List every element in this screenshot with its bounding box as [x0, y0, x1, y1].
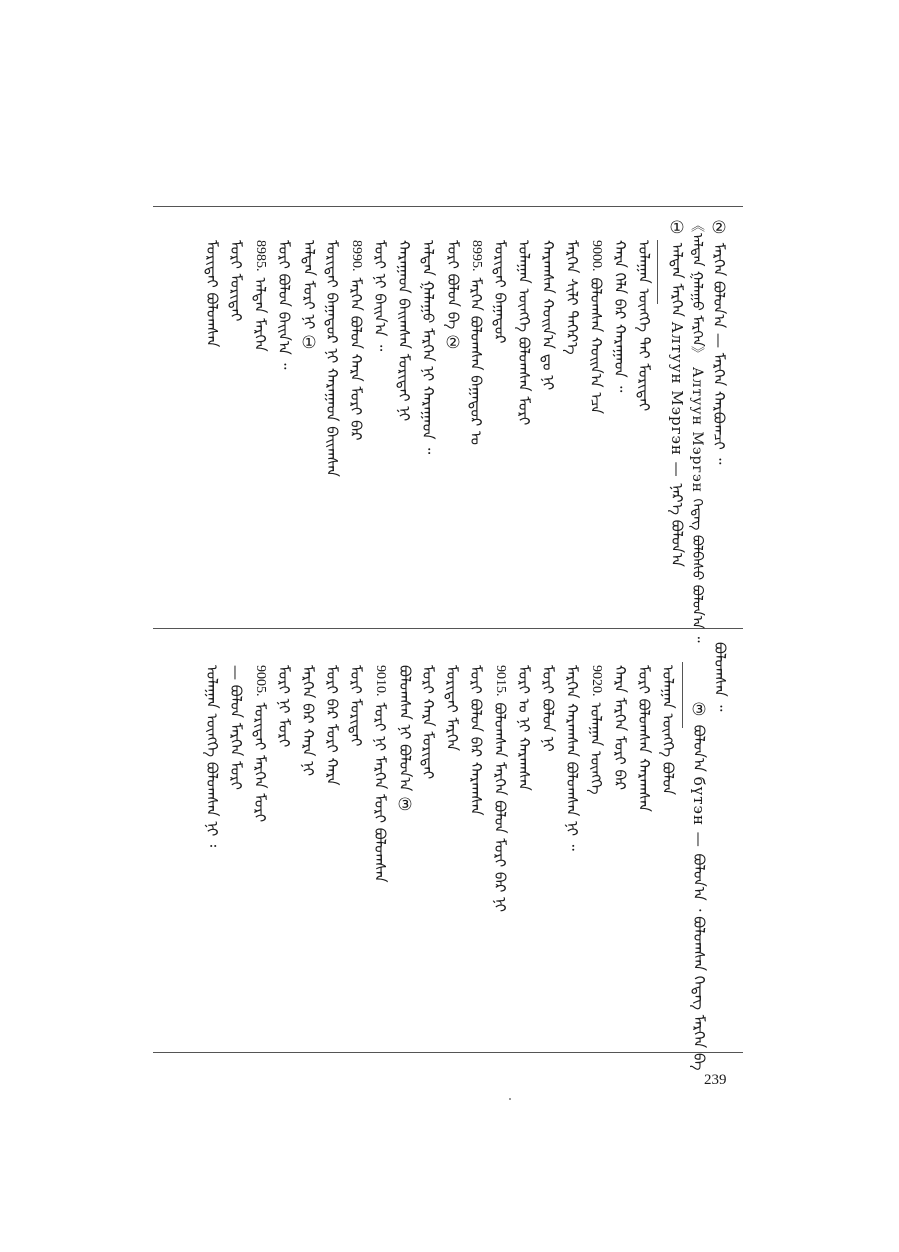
verse-text: — ᠪᠣᠯᠤᠨ ᠮᠡᠷᠭᠡᠨ ᠮᠣᠷᠢ	[227, 665, 245, 790]
verse-line	[228, 240, 243, 321]
verse-text: ᠮᠣᠷᠢᠲᠠᠢ ᠪᠣᠯᠤᠭᠰᠠᠨ	[203, 240, 221, 348]
verse-text: ᠮᠣᠷᠢᠲᠠᠢ ᠪᠠᠭᠠᠲᠤᠷ ᠨᠢ ᠬᠠᠷᠠᠭᠠᠳ ᠪᠠᠢᠭᠰᠠᠨ	[323, 240, 341, 477]
verse-text: ᠮᠡᠷᠭᠡᠨ ᠰᠢᠯᠢ ᠳᠡᠭᠡᠷ᠎ᠡ	[563, 240, 581, 355]
verse-text: ᠠᠯᠲᠠᠨ ᠮᠣᠷᠢ ᠨᠢ	[300, 240, 318, 330]
verse-text: ᠮᠣᠷᠢᠲᠠᠢ ᠪᠠᠭᠠᠲᠤᠷ	[491, 240, 509, 344]
header-text: ᠪᠣᠯᠤᠭᠰᠠᠨ ᠃	[711, 642, 729, 712]
verse-line	[396, 240, 411, 421]
verse-line	[300, 665, 315, 776]
verse-text: ᠮᠡᠷᠭᠡᠨ ᠪᠣᠯᠤᠭᠰᠠᠨ ᠪᠠᠭᠠᠲᠤᠷ ᠤ	[467, 277, 485, 446]
verse-line	[204, 665, 219, 847]
verse-line	[660, 665, 675, 795]
verse-text: ᠠᠯᠲᠠᠨ ᠮᠡᠷᠭᠡᠨ	[251, 277, 269, 352]
verse-text: ᠬᠠᠷᠠᠭᠠᠳ ᠪᠠᠢᠭᠰᠠᠨ ᠮᠣᠷᠢᠲᠠᠢ ᠨᠢ	[395, 240, 413, 422]
middle-rule	[153, 628, 743, 629]
line-number: 9005.	[253, 665, 268, 697]
line-number: 9015.	[493, 665, 508, 697]
verse-text: ᠮᠣᠷᠢ ᠪᠣᠯᠤᠨ ᠪᠠ	[444, 240, 462, 330]
verse-line	[612, 240, 627, 392]
verse-line	[372, 665, 387, 882]
footnote-text: ᠮᠡᠷᠭᠡᠨ ᠪᠣᠯᠤᠨ᠎ᠠ — ᠮᠡᠷᠭᠡᠨ ᠬᠠᠷᠪᠤᠭᠴᠢ ᠃	[710, 242, 728, 465]
verse-line	[540, 665, 555, 752]
verse-text: ᠠᠯᠲᠠᠨ ᠭᠠᠯᠠᠭᠤ ᠮᠡᠷᠭᠡᠨ ᠨᠢ ᠬᠠᠷᠠᠭᠠᠳ ᠃	[419, 240, 437, 455]
verse-line	[564, 665, 579, 851]
verse-line	[420, 665, 435, 779]
verse-line	[636, 665, 651, 812]
verse-line	[636, 240, 651, 411]
verse-text: ᠤᠯᠠᠭᠠᠨ ᠦᠩᠭᠡ ᠪᠣᠯᠤᠭᠰᠠᠨ ᠨᠢ ᠄	[203, 665, 221, 848]
verse-line	[468, 240, 483, 445]
verse-line	[348, 240, 363, 441]
verse-line	[444, 240, 461, 353]
verse-text: ᠮᠣᠷᠢ ᠪᠠᠷ ᠮᠣᠷᠢ ᠬᠠᠷᠠ	[323, 665, 341, 786]
verse-line	[324, 240, 339, 477]
verse-line	[444, 665, 459, 751]
verse-line	[276, 665, 291, 747]
line-number: 8995.	[469, 240, 484, 272]
verse-text: ᠪᠣᠯᠤᠭᠰᠠᠨ ᠨᠢ ᠪᠣᠯᠤᠨ᠎ᠠ	[396, 665, 414, 792]
bottom-rule	[153, 1052, 743, 1053]
verse-line	[324, 665, 339, 785]
line-number: 9010.	[373, 665, 388, 697]
footnote-2-continued	[690, 218, 704, 642]
footnote-text: ᠠᠯᠲᠠᠨ ᠮᠡᠷᠭᠡᠨ Алтуун Мэргэн — ᠨᠡᠷ᠎ᠡ ᠪᠣᠯᠤᠨ᠎ᠠ	[668, 242, 686, 567]
verse-line	[468, 665, 483, 816]
verse-text: ᠮᠣᠷᠢ ᠪᠣᠯᠤᠨ ᠪᠠᠷ ᠬᠠᠷᠠᠭᠰᠠᠨ	[467, 665, 485, 816]
verse-line	[372, 240, 387, 351]
footnote-text: ᠪᠣᠯᠤᠨ᠎ᠠ бүтэн — ᠪᠣᠯᠤᠨ᠎ᠠ ᠂ ᠪᠣᠯᠤᠭᠰᠠᠨ ᠭᠡᠳᠡᠭ ᠮᠡᠷᠭᠡᠨ ᠪᠠ	[690, 724, 708, 1071]
verse-text: ᠮᠣᠷᠢ ᠨᠢ ᠮᠣᠷᠢ	[275, 665, 293, 748]
line-number: 9000.	[589, 240, 604, 272]
verse-text: ᠮᠡᠷᠭᠡᠨ ᠪᠣᠯᠤᠨ ᠬᠠᠷᠠ ᠮᠣᠷᠢ ᠪᠠᠷ	[347, 277, 365, 441]
footnote-marker: ①	[667, 218, 687, 238]
verse-line	[396, 665, 413, 815]
footnote-marker: ②	[443, 333, 463, 354]
verse-text: ᠮᠣᠷᠢᠲᠠᠢ ᠮᠡᠷᠭᠡᠨ	[443, 665, 461, 751]
verse-line	[204, 240, 219, 347]
footnote-marker: ③	[395, 795, 415, 816]
footnote-marker: ③	[689, 700, 709, 720]
verse-text: ᠮᠣᠷᠢᠲᠠᠢ ᠮᠡᠷᠭᠡᠨ ᠮᠣᠷᠢ	[251, 702, 269, 823]
verse-text: ᠮᠡᠷᠭᠡᠨ ᠪᠠᠷ ᠬᠠᠷᠠ ᠨᠢ	[299, 665, 317, 777]
verse-line	[516, 665, 531, 791]
verse-line	[252, 665, 267, 822]
footnote-2	[710, 218, 727, 464]
top-rule	[153, 206, 743, 207]
verse-text: ᠬᠠᠷᠠᠭᠰᠠᠨ ᠬᠣᠢᠨ᠎ᠠ ᠳᠤ ᠨᠢ	[539, 240, 557, 391]
section-header	[712, 642, 727, 711]
verse-text: ᠮᠣᠷᠢ ᠨᠢ ᠮᠡᠷᠭᠡᠨ ᠮᠣᠷᠢ ᠪᠣᠯᠤᠭᠰᠠᠨ	[371, 702, 389, 883]
verse-line	[564, 240, 579, 355]
line-number: 8985.	[253, 240, 268, 272]
footnote-marker: ②	[709, 218, 729, 238]
verse-text: ᠪᠣᠯᠤᠭᠰᠠᠨ ᠮᠡᠷᠭᠡᠨ ᠪᠣᠯᠤᠨ ᠮᠣᠷᠢ ᠪᠠᠷ ᠨᠢ	[491, 702, 509, 913]
line-number: 8990.	[349, 240, 364, 272]
verse-line	[588, 240, 603, 414]
verse-text: ᠤᠯᠠᠭᠠᠨ ᠦᠩᠭᠡ ᠪᠣᠯᠤᠨ	[659, 665, 677, 796]
verse-text: ᠮᠣᠷᠢ ᠮᠣᠷᠢᠲᠠᠢ	[227, 240, 245, 322]
verse-text: ᠪᠣᠯᠤᠭᠰᠠᠨ ᠬᠣᠢᠨ᠎ᠠ ᠡᠴᠡ	[587, 277, 605, 415]
footnote-marker: ①	[299, 333, 319, 354]
verse-text: ᠤᠯᠠᠭᠠᠨ ᠦᠩᠭᠡ	[587, 702, 605, 795]
verse-text: ᠮᠡᠷᠭᠡᠨ ᠬᠠᠷᠠᠭᠰᠠᠨ ᠪᠣᠯᠤᠭᠰᠠᠨ ᠨᠢ ᠃	[563, 665, 581, 851]
verse-text: ᠮᠣᠷᠢ ᠮᠣᠷᠢᠲᠠᠢ	[347, 665, 365, 747]
footnote-3	[690, 700, 707, 1071]
verse-line	[252, 240, 267, 352]
page-number: 239	[704, 1072, 727, 1088]
line-number: 9020.	[589, 665, 604, 697]
verse-line	[588, 665, 603, 795]
footnote-separator	[682, 662, 683, 728]
verse-text: ᠮᠣᠷᠢ ᠤ ᠨᠢ ᠬᠠᠷᠠᠭᠰᠠᠨ	[515, 665, 533, 791]
verse-line	[612, 665, 627, 790]
verse-text: ᠤᠯᠠᠭᠠᠨ ᠦᠩᠭᠡ ᠪᠣᠯᠤᠭᠰᠠᠨ ᠮᠣᠷᠢ	[515, 240, 533, 426]
verse-line	[492, 665, 507, 912]
verse-line	[492, 240, 507, 344]
scan-speck	[509, 1098, 511, 1100]
verse-text: ᠮᠣᠷᠢ ᠪᠣᠯᠤᠭᠰᠠᠨ ᠬᠠᠷᠠᠭᠰᠠᠨ	[635, 665, 653, 812]
verse-line	[516, 240, 531, 425]
verse-text: ᠬᠠᠷᠠ ᠮᠡᠷᠭᠡᠨ ᠮᠣᠷᠢ ᠪᠠᠷ	[611, 665, 629, 791]
verse-line	[276, 240, 291, 369]
verse-text: ᠮᠣᠷᠢ ᠪᠣᠯᠤᠨ ᠨᠢ	[539, 665, 557, 752]
footnote-text: 《ᠠᠯᠲᠠᠨ ᠭᠠᠯᠠᠭᠤ ᠮᠡᠷᠭᠡᠨ》 Алтуун Мэргэн ᠭᠡᠳᠡᠭ ᠪᠣᠯᠪᠠᠰᠤ ᠪᠣᠯᠤᠨ᠎ᠠ ᠃	[689, 218, 705, 643]
verse-text: ᠮᠣᠷᠢ ᠨᠢ ᠪᠠᠢᠨ᠎ᠠ ᠃	[371, 240, 389, 352]
verse-line	[540, 240, 555, 390]
verse-text: ᠬᠠᠷᠠ ᠬᠡᠯᠡ ᠪᠠᠷ ᠬᠠᠷᠠᠭᠠᠳ ᠃	[611, 240, 629, 393]
verse-line	[348, 665, 363, 746]
footnote-separator	[657, 240, 658, 304]
footnote-1	[668, 218, 685, 567]
verse-text: ᠮᠣᠷᠢ ᠪᠣᠯᠤᠨ ᠪᠠᠢᠨ᠎ᠠ ᠃	[275, 240, 293, 370]
verse-line	[420, 240, 435, 454]
verse-line	[300, 240, 317, 353]
verse-text: ᠮᠣᠷᠢ ᠬᠠᠷᠠ ᠮᠣᠷᠢᠲᠠᠢ	[419, 665, 437, 780]
verse-line	[228, 665, 243, 790]
verse-text: ᠤᠯᠠᠭᠠᠨ ᠦᠩᠭᠡ ᠲᠡᠢ ᠮᠣᠷᠢᠲᠠᠢ	[635, 240, 653, 412]
